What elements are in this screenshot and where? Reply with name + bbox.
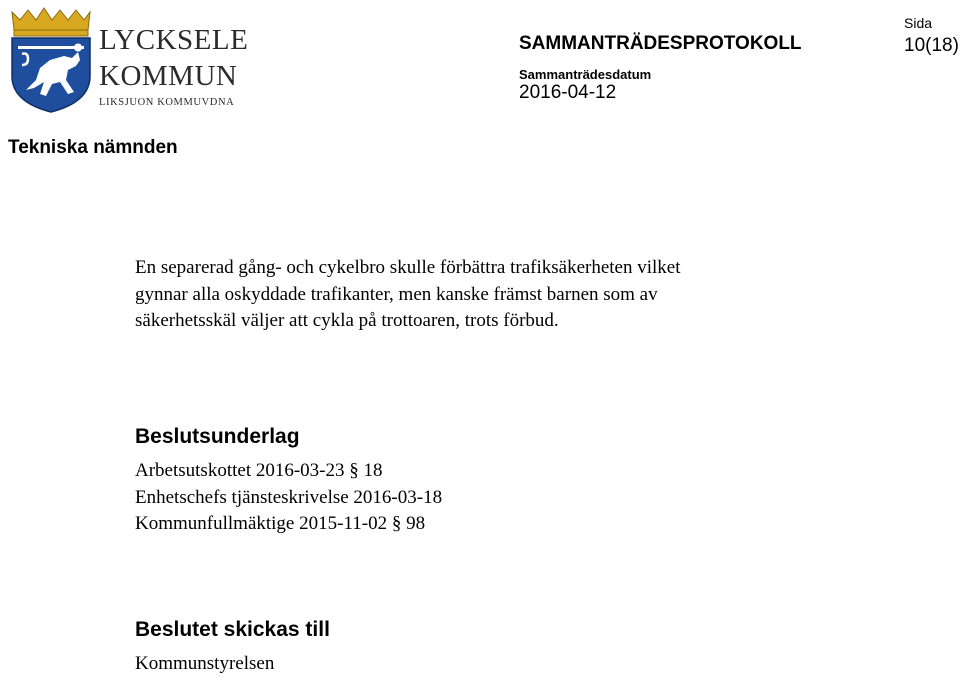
body-paragraph <box>135 255 681 335</box>
paragraph-line: gynnar alla oskyddade trafikanter, men kanske främst barnen som av <box>135 283 658 305</box>
recipients-heading: Beslutet skickas till <box>135 618 330 641</box>
list-item: Kommunstyrelsen <box>135 653 275 674</box>
paragraph-line: säkerhetsskäl väljer att cykla på trottoaren, trots förbud. <box>135 310 559 331</box>
meeting-date-value: 2016-04-12 <box>519 82 617 103</box>
brand-name-line2: KOMMUN <box>99 60 238 92</box>
page-number: 10(18) <box>904 35 959 56</box>
list-item: Kommunfullmäktige 2015-11-02 § 98 <box>135 513 426 534</box>
brand-name-line1: LYCKSELE <box>99 24 249 56</box>
brand-name-line3: LIKSJUON KOMMUVDNA <box>99 97 235 108</box>
recipients-list <box>135 651 274 678</box>
list-item: Arbetsutskottet 2016-03-23 § 18 <box>135 460 383 481</box>
paragraph-line: En separerad gång- och cykelbro skulle förbättra trafiksäkerheten vilket <box>135 257 681 278</box>
document-type-title: SAMMANTRÄDESPROTOKOLL <box>519 33 802 54</box>
meeting-date-label: Sammanträdesdatum <box>519 67 652 82</box>
committee-name: Tekniska nämnden <box>8 137 178 158</box>
coat-of-arms-icon <box>6 6 96 114</box>
page-label: Sida <box>904 15 933 31</box>
list-item: Enhetschefs tjänsteskrivelse 2016-03-18 <box>135 486 443 508</box>
municipality-logo <box>6 6 249 114</box>
decision-basis-heading: Beslutsunderlag <box>135 425 300 448</box>
decision-basis-list <box>135 458 442 538</box>
